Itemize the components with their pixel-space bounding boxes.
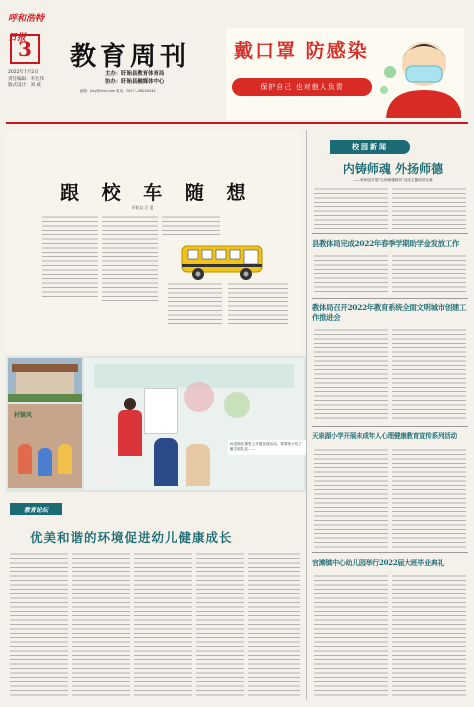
designer-credit: 版式设计：刘 威 (8, 83, 41, 88)
news5-text-right (392, 574, 466, 698)
editor-credit: 责任编辑：李宏伟 (8, 76, 44, 82)
page-number: 3 (18, 37, 32, 61)
classroom-photo (6, 356, 306, 492)
column-divider (306, 130, 307, 700)
news4-title: 天泉湖小学开展未成年人心理健康教育宣传系列活动 (312, 432, 457, 440)
news1-text-right (392, 187, 466, 229)
news-divider-2 (312, 298, 468, 299)
news1-title: 内铸师魂 外扬师德 (342, 162, 444, 176)
news2-text-left (314, 254, 388, 294)
paper-logo: 呼和浩特日报 (8, 14, 45, 43)
news-divider-4 (312, 552, 468, 553)
masked-person-illustration (376, 32, 461, 118)
news5-title: 官滩镇中心幼儿园举行2022届大班毕业典礼 (312, 558, 445, 567)
env-article-col1 (10, 552, 68, 698)
photo-caption: 孙老师在课堂上开展各项活动，带领孩子们了解文明礼仪…… (228, 440, 306, 455)
sponsor-info (105, 70, 225, 86)
campus-news-label: 校园新闻 (330, 140, 410, 154)
ad-slogan-pill: 保护自己 也对他人负责 (232, 78, 372, 96)
section-title: 教育周刊 (70, 42, 191, 72)
news4-text-right (392, 448, 466, 548)
contact-info: 邮箱：jtxy@sina.com 电话：0517—88224344 (80, 89, 156, 93)
bus-article-text-col1 (42, 215, 98, 298)
masthead-info (8, 70, 68, 90)
bus-article-text-col5 (228, 282, 288, 326)
children-inset: 村镇风 (8, 404, 82, 488)
issue-date: 2022年7月2日 (8, 70, 39, 75)
masthead-divider (6, 122, 468, 124)
news4-text-left (314, 448, 388, 548)
bus-article-title: 跟 校 车 随 想 (60, 182, 254, 204)
bus-article-text-col3 (162, 215, 220, 237)
co-sponsor: 协办：盱眙县融媒体中心 (105, 79, 165, 85)
news5-text-left (314, 574, 388, 698)
news3-text-left (314, 328, 388, 422)
env-article-col3 (134, 552, 192, 698)
env-article-col5 (248, 552, 300, 698)
school-bus-illustration (180, 238, 265, 282)
news2-title: 县教体局完成2022年春季学期助学金发放工作 (312, 239, 460, 248)
page-number-box (10, 34, 40, 64)
news1-subtitle: ——盱眙县开展“弘扬师德师风”活动主题演讲比赛 (353, 178, 433, 182)
bus-article-text-col4 (168, 282, 222, 326)
column-badge: 教育论坛 (10, 503, 62, 515)
bus-article-text-col2 (102, 215, 158, 303)
sponsor: 主办：盱眙县教育体育局 (105, 71, 165, 77)
news3-text-right (392, 328, 466, 422)
news1-text-left (314, 187, 388, 229)
env-article-col2 (72, 552, 130, 698)
env-article-col4 (196, 552, 244, 698)
mask-ad-banner (226, 28, 464, 120)
classroom-scene (84, 358, 304, 490)
news-divider-1 (312, 233, 468, 234)
news3-title: 教体局召开2022年教育系统全面文明城市创建工作推进会 (312, 303, 467, 322)
bus-article-byline: 盱眙县 汪 蕾 (132, 205, 154, 210)
news2-text-right (392, 254, 466, 294)
ad-headline: 戴口罩 防感染 (234, 40, 369, 62)
environment-article-title: 优美和谐的环境促进幼儿健康成长 (30, 530, 233, 545)
school-building-inset (8, 358, 82, 402)
news-divider-3 (312, 426, 468, 427)
